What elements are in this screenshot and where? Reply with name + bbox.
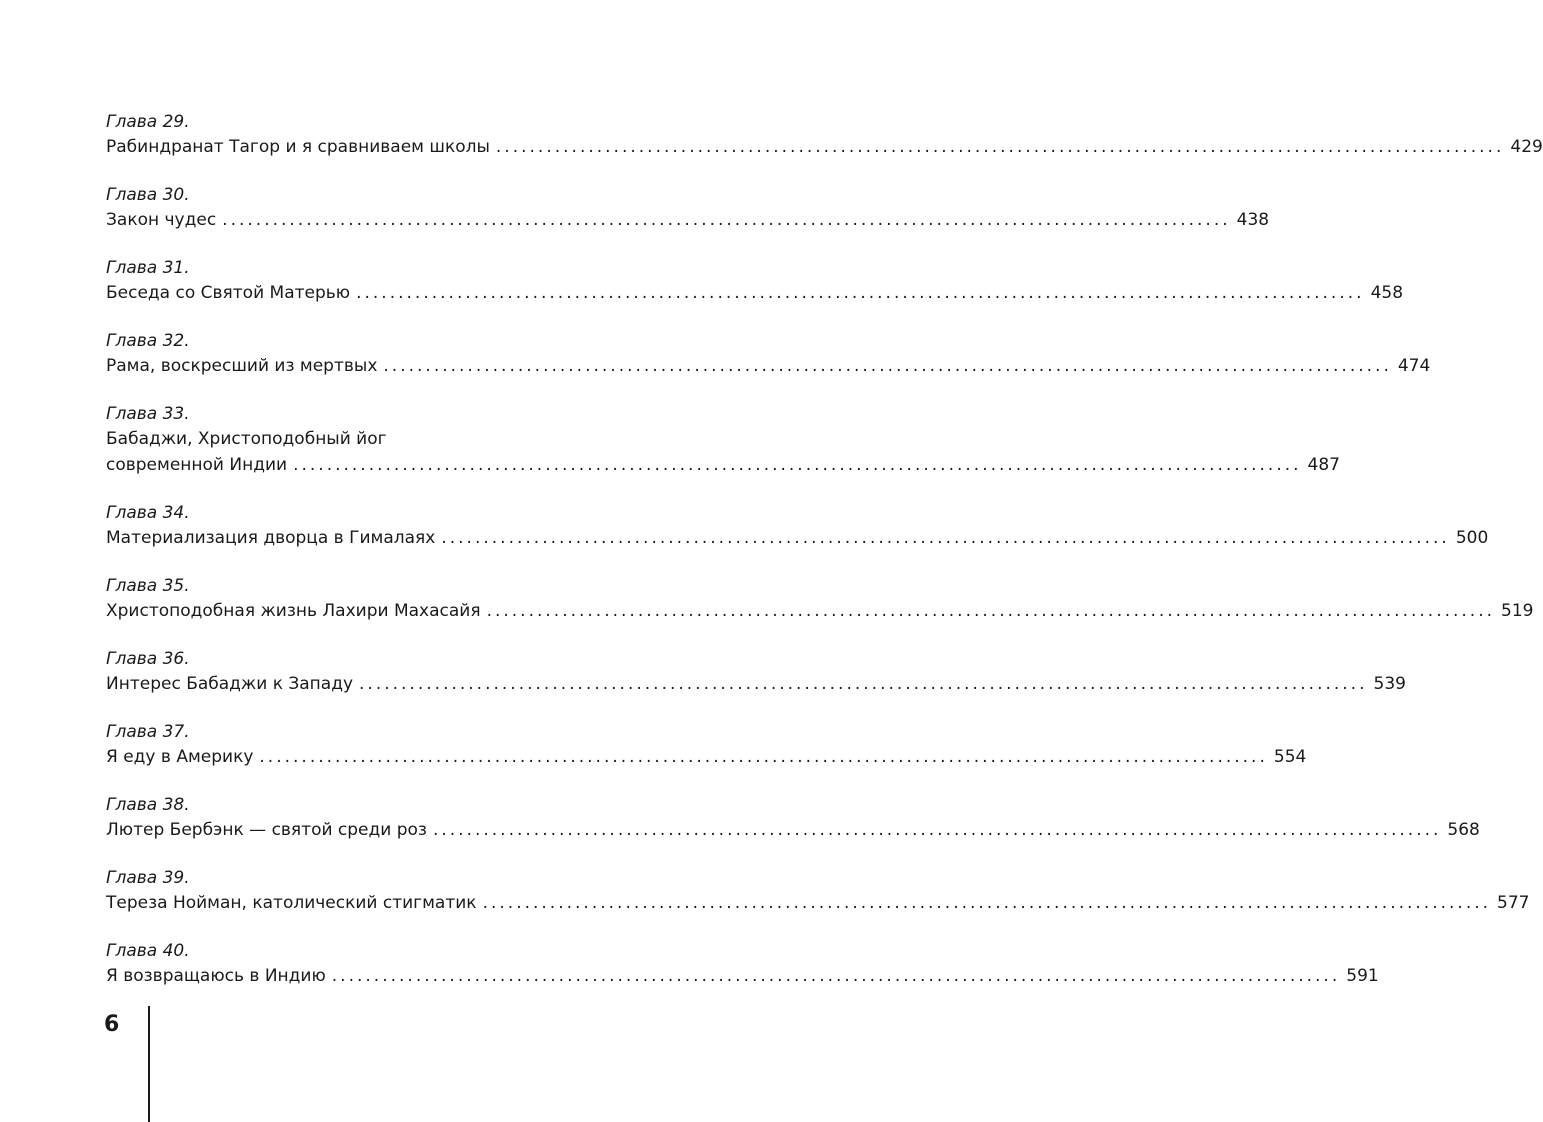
dot-leader: ........................................................................................................................ xyxy=(486,601,1496,621)
toc-title-line xyxy=(106,525,1489,551)
toc-page-number: 458 xyxy=(1370,283,1404,303)
toc-page-number: 438 xyxy=(1236,210,1270,230)
dot-leader: ........................................................................................................................ xyxy=(482,893,1492,913)
toc-entry[interactable] xyxy=(106,574,1534,624)
toc-entry[interactable] xyxy=(106,866,1530,916)
chapter-title: Я еду в Америку xyxy=(106,747,254,767)
toc-title-line xyxy=(106,426,602,452)
toc-title-line xyxy=(106,134,1543,160)
dot-leader: ........................................................................................................................ xyxy=(359,674,1368,694)
chapter-heading: Глава 30. xyxy=(106,185,190,205)
chapter-title: Беседа со Святой Матерью xyxy=(106,283,351,303)
toc-title-line xyxy=(106,452,1340,478)
chapter-heading: Глава 40. xyxy=(106,941,190,961)
toc-entry[interactable] xyxy=(106,110,1543,160)
dot-leader: ........................................................................................................................ xyxy=(495,137,1505,157)
chapter-title: Христоподобная жизнь Лахири Махасайя xyxy=(106,601,481,621)
chapter-title: Закон чудес xyxy=(106,210,217,230)
toc-entry[interactable] xyxy=(106,183,1270,233)
toc-title-line xyxy=(106,353,1431,379)
toc-title-line xyxy=(106,890,1530,916)
toc-title-line xyxy=(106,207,1270,233)
toc-entry[interactable] xyxy=(106,329,1431,379)
chapter-heading: Глава 38. xyxy=(106,795,190,815)
toc-page-number: 500 xyxy=(1455,528,1489,548)
chapter-heading: Глава 32. xyxy=(106,331,190,351)
chapter-heading: Глава 37. xyxy=(106,722,190,742)
toc-page-number: 429 xyxy=(1510,137,1543,157)
toc-page-number: 554 xyxy=(1273,747,1307,767)
toc-page-number: 519 xyxy=(1501,601,1534,621)
chapter-title: Материализация дворца в Гималаях xyxy=(106,528,436,548)
chapter-heading: Глава 29. xyxy=(106,112,190,132)
toc-title-line xyxy=(106,598,1534,624)
toc-page-number: 577 xyxy=(1497,893,1530,913)
toc-entry[interactable] xyxy=(106,939,1379,989)
toc-title-line xyxy=(106,963,1379,989)
vertical-rule xyxy=(148,1006,150,1122)
toc-entry[interactable] xyxy=(106,720,1307,770)
dot-leader: ........................................................................................................................ xyxy=(383,356,1392,376)
toc-page-number: 474 xyxy=(1397,356,1431,376)
toc-entry[interactable] xyxy=(106,647,1406,697)
dot-leader: ........................................................................................................................ xyxy=(356,283,1365,303)
dot-leader: ........................................................................................................................ xyxy=(259,747,1268,767)
chapter-title: Я возвращаюсь в Индию xyxy=(106,966,326,986)
toc-title-line xyxy=(106,280,1404,306)
dot-leader: ........................................................................................................................ xyxy=(441,528,1450,548)
chapter-title: Бабаджи, Христоподобный йог xyxy=(106,429,387,449)
chapter-heading: Глава 31. xyxy=(106,258,190,278)
toc-entry[interactable] xyxy=(106,402,1340,478)
toc-entry[interactable] xyxy=(106,793,1480,843)
toc-page-number: 568 xyxy=(1447,820,1480,840)
page-number: 6 xyxy=(104,1012,120,1037)
toc-page-number: 591 xyxy=(1346,966,1379,986)
chapter-title: Лютер Бербэнк — святой среди роз xyxy=(106,820,427,840)
chapter-heading: Глава 35. xyxy=(106,576,190,596)
chapter-heading: Глава 36. xyxy=(106,649,190,669)
chapter-heading: Глава 34. xyxy=(106,503,190,523)
chapter-title: Рама, воскресший из мертвых xyxy=(106,356,378,376)
toc-title-line xyxy=(106,744,1307,770)
toc-entry[interactable] xyxy=(106,501,1489,551)
chapter-title: Тереза Нойман, католический стигматик xyxy=(106,893,477,913)
chapter-heading: Глава 39. xyxy=(106,868,190,888)
toc-title-line xyxy=(106,671,1406,697)
dot-leader: ........................................................................................................................ xyxy=(432,820,1442,840)
table-of-contents xyxy=(106,110,1543,1012)
dot-leader: ........................................................................................................................ xyxy=(293,455,1302,475)
chapter-title: Интерес Бабаджи к Западу xyxy=(106,674,354,694)
toc-entry[interactable] xyxy=(106,256,1404,306)
dot-leader: ........................................................................................................................ xyxy=(331,966,1341,986)
toc-title-line xyxy=(106,817,1480,843)
chapter-title: современной Индии xyxy=(106,455,288,475)
chapter-title: Рабиндранат Тагор и я сравниваем школы xyxy=(106,137,490,157)
chapter-heading: Глава 33. xyxy=(106,404,190,424)
toc-page-number: 539 xyxy=(1373,674,1406,694)
toc-page-number: 487 xyxy=(1307,455,1340,475)
dot-leader: ........................................................................................................................ xyxy=(222,210,1231,230)
